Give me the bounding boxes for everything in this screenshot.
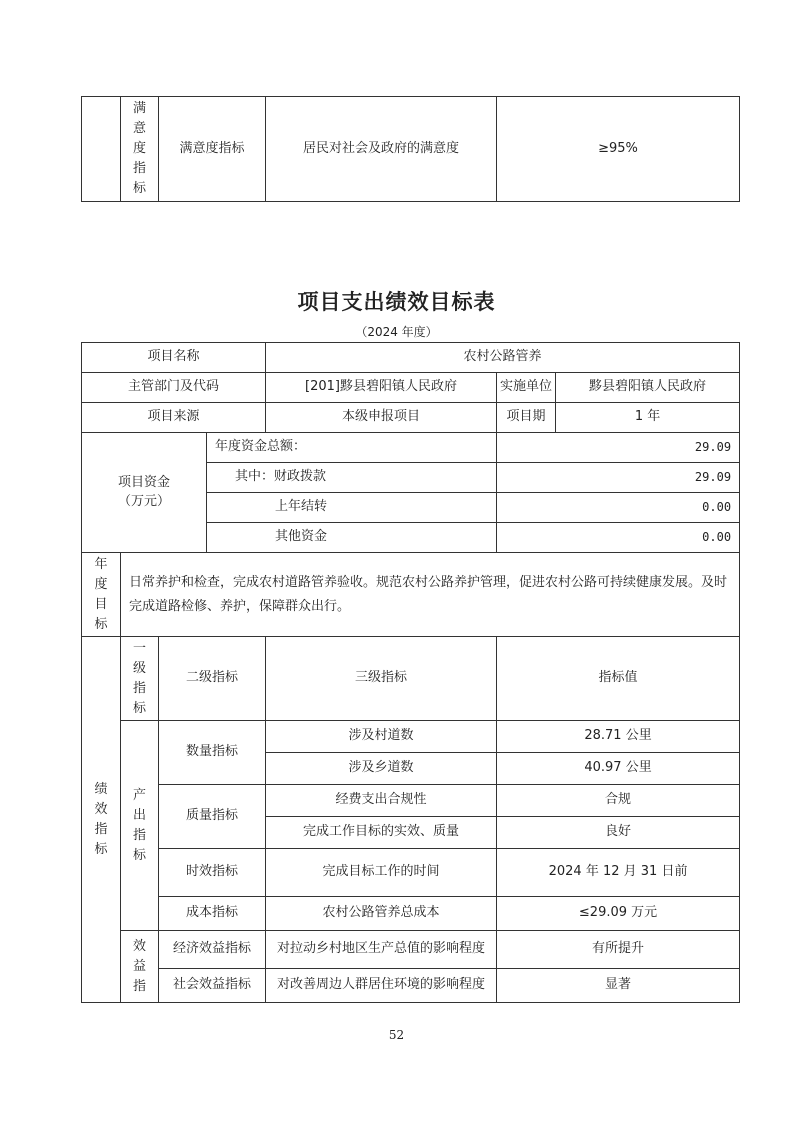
satisfaction-tertiary: 居民对社会及政府的满意度 xyxy=(266,97,497,202)
funds-fiscal-value: 29.09 xyxy=(497,463,740,493)
project-name-value: 农村公路管养 xyxy=(266,343,740,373)
table-row-value: 有所提升 xyxy=(497,931,740,969)
table-row-indicator: 对改善周边人群居住环境的影响程度 xyxy=(266,969,497,1003)
economic-label: 经济效益指标 xyxy=(159,931,266,969)
level1-header: 一 级 指 标 xyxy=(121,637,159,721)
dept-label: 主管部门及代码 xyxy=(82,373,266,403)
table-row-indicator: 经费支出合规性 xyxy=(266,785,497,817)
satisfaction-table xyxy=(81,96,740,202)
funds-other-value: 0.00 xyxy=(497,523,740,553)
table-row-value: 28.71 公里 xyxy=(497,721,740,753)
level3-header: 三级指标 xyxy=(266,637,497,721)
impl-label: 实施单位 xyxy=(497,373,556,403)
satisfaction-value: ≥95% xyxy=(497,97,740,202)
table-row-indicator: 完成工作目标的实效、质量 xyxy=(266,817,497,849)
table-row-value: 2024 年 12 月 31 日前 xyxy=(497,849,740,897)
funds-carryover-value: 0.00 xyxy=(497,493,740,523)
table-row-value: 显著 xyxy=(497,969,740,1003)
benefit-indicators-label: 效 益 指 xyxy=(121,931,159,1003)
table-row-indicator: 农村公路管养总成本 xyxy=(266,897,497,931)
timeliness-label: 时效指标 xyxy=(159,849,266,897)
satisfaction-level1-label: 满 意 度 指 标 xyxy=(121,97,159,202)
cost-label: 成本指标 xyxy=(159,897,266,931)
project-name-label: 项目名称 xyxy=(82,343,266,373)
table-row-indicator: 涉及乡道数 xyxy=(266,753,497,785)
page-number: 52 xyxy=(388,1028,405,1042)
satisfaction-secondary: 满意度指标 xyxy=(159,97,266,202)
page-subtitle: （2024 年度） xyxy=(355,325,438,339)
funds-other-label: 其他资金 xyxy=(207,523,497,553)
table-row-indicator: 完成目标工作的时间 xyxy=(266,849,497,897)
table-row-value: 良好 xyxy=(497,817,740,849)
source-label: 项目来源 xyxy=(82,403,266,433)
quantity-label: 数量指标 xyxy=(159,721,266,785)
output-indicators-label: 产 出 指 标 xyxy=(121,721,159,931)
annual-goal-label: 年 度 目 标 xyxy=(82,553,121,637)
quality-label: 质量指标 xyxy=(159,785,266,849)
impl-value: 黟县碧阳镇人民政府 xyxy=(556,373,740,403)
annual-goal-text: 日常养护和检查，完成农村道路管养验收。规范农村公路养护管理，促进农村公路可持续健康发展。及时完成道路检修、养护，保障群众出行。 xyxy=(121,553,740,637)
level2-header: 二级指标 xyxy=(159,637,266,721)
table-row-value: 40.97 公里 xyxy=(497,753,740,785)
dept-value: [201]黟县碧阳镇人民政府 xyxy=(266,373,497,403)
funds-fiscal-label: 其中：财政拨款 xyxy=(207,463,497,493)
funds-carryover-label: 上年结转 xyxy=(207,493,497,523)
performance-target-table xyxy=(81,342,740,1003)
table-row-indicator: 对拉动乡村地区生产总值的影响程度 xyxy=(266,931,497,969)
funds-total-value: 29.09 xyxy=(497,433,740,463)
value-header: 指标值 xyxy=(497,637,740,721)
funds-total-label: 年度资金总额： xyxy=(207,433,497,463)
table-row-indicator: 涉及村道数 xyxy=(266,721,497,753)
empty-cell xyxy=(82,97,121,202)
page-title: 项目支出绩效目标表 xyxy=(297,290,496,314)
social-label: 社会效益指标 xyxy=(159,969,266,1003)
period-value: 1 年 xyxy=(556,403,740,433)
performance-label: 绩 效 指 标 xyxy=(82,637,121,1003)
table-row-value: ≤29.09 万元 xyxy=(497,897,740,931)
table-row-value: 合规 xyxy=(497,785,740,817)
source-value: 本级申报项目 xyxy=(266,403,497,433)
period-label: 项目期 xyxy=(497,403,556,433)
funds-label: 项目资金 （万元） xyxy=(82,433,207,553)
